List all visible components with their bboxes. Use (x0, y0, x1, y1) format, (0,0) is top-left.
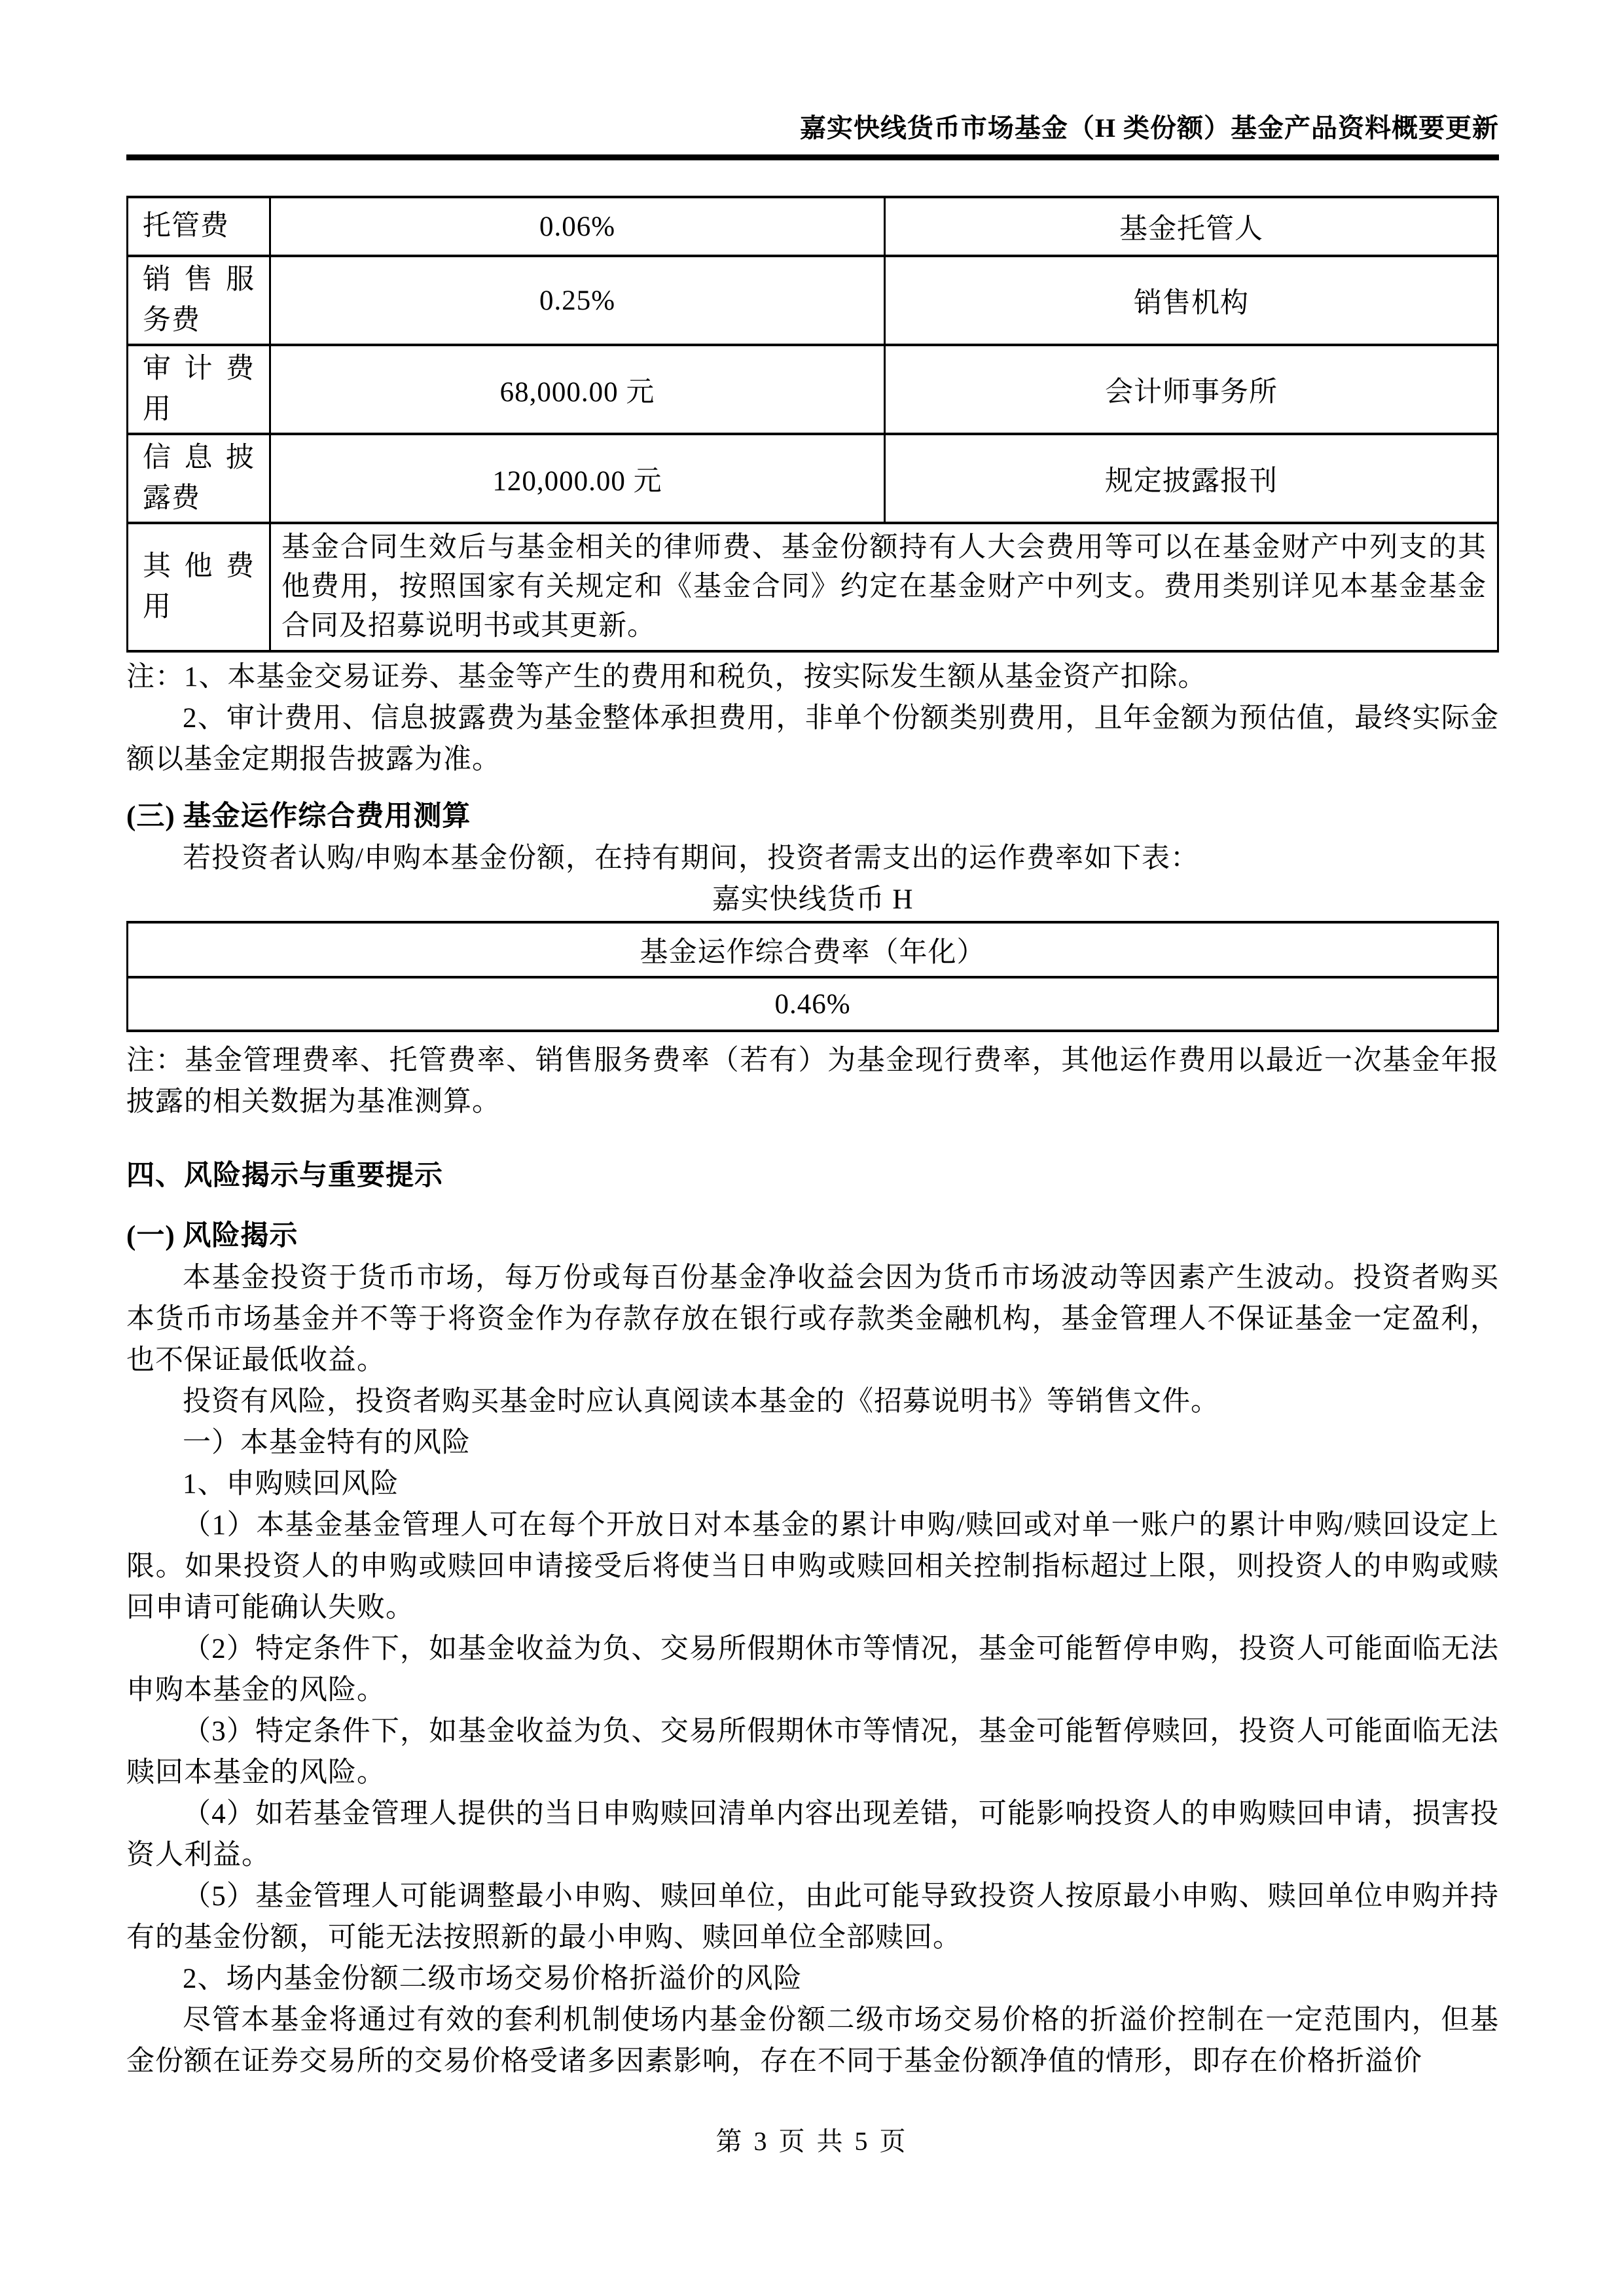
rate-table-note (126, 1040, 1499, 1122)
fee-table (126, 196, 1499, 653)
fee-note-line: 注：1、本基金交易证券、基金等产生的费用和税负，按实际发生额从基金资产扣除。 (126, 662, 1207, 692)
risk-paragraph: 投资有风险，投资者购买基金时应认真阅读本基金的《招募说明书》等销售文件。 (183, 1386, 1219, 1417)
fee-description-cell: 基金合同生效后与基金相关的律师费、基金份额持有人大会费用等可以在基金财产中列支的其他费用，按照国家有关规定和《基金合同》约定在基金财产中列支。费用类别详见本基金基金合同及招募说明书或其更新。 (270, 523, 1498, 651)
table-row (128, 345, 1498, 434)
page-header-title: 嘉实快线货币市场基金（H 类份额）基金产品资料概要更新 (799, 113, 1499, 143)
risk-subheading: (一) 风险揭示 (126, 1221, 298, 1251)
table-row (128, 197, 1498, 256)
table-row (128, 523, 1498, 651)
fee-value-cell: 0.25% (270, 256, 885, 345)
risk-paragraph: 2、场内基金份额二级市场交易价格折溢价的风险 (183, 1964, 803, 1994)
section3-heading: (三) 基金运作综合费用测算 (126, 801, 471, 832)
risk-paragraph: （4）如若基金管理人提供的当日申购赎回清单内容出现差错，可能影响投资人的申购赎回申请，损害投资人利益。 (126, 1799, 1499, 1871)
table-row (128, 922, 1498, 977)
risk-paragraph: （2）特定条件下，如基金收益为负、交易所假期休市等情况，基金可能暂停申购，投资人可能面临无法申购本基金的风险。 (126, 1634, 1499, 1706)
risk-paragraph: 本基金投资于货币市场，每万份或每百份基金净收益会因为货币市场波动等因素产生波动。投资者购买本货币市场基金并不等于将资金作为存款存放在银行或存款类金融机构，基金管理人不保证基金一定盈利，也不保证最低收益。 (126, 1263, 1499, 1376)
risk-paragraph: 一）本基金特有的风险 (183, 1427, 471, 1458)
table-row (128, 256, 1498, 345)
fee-label-cell: 信息披露费 (128, 434, 270, 523)
table-row (128, 434, 1498, 523)
risk-paragraph: （5）基金管理人可能调整最小申购、赎回单位，由此可能导致投资人按原最小申购、赎回单位申购并持有的基金份额，可能无法按照新的最小申购、赎回单位全部赎回。 (126, 1881, 1499, 1953)
fee-label-cell: 托管费 (128, 197, 270, 256)
fee-payee-cell: 规定披露报刊 (885, 434, 1498, 523)
fee-payee-cell: 基金托管人 (885, 197, 1498, 256)
rate-table-caption: 嘉实快线货币 H (712, 884, 914, 915)
page-number: 第 3 页 共 5 页 (715, 2126, 909, 2156)
fee-value-cell: 0.06% (270, 197, 885, 256)
fee-value-cell: 120,000.00 元 (270, 434, 885, 523)
rate-note-line: 注：基金管理费率、托管费率、销售服务费率（若有）为基金现行费率，其他运作费用以最近一次基金年报披露的相关数据为基准测算。 (126, 1045, 1499, 1117)
risk-paragraph: （3）特定条件下，如基金收益为负、交易所假期休市等情况，基金可能暂停赎回，投资人可能面临无法赎回本基金的风险。 (126, 1716, 1499, 1788)
fee-label-cell: 销售服务费 (128, 256, 270, 345)
risk-paragraph: （1）本基金基金管理人可在每个开放日对本基金的累计申购/赎回或对单一账户的累计申购/赎回设定上限。如果投资人的申购或赎回申请接受后将使当日申购或赎回相关控制指标超过上限，则投资人的申购或赎回申请可能确认失败。 (126, 1510, 1499, 1623)
fee-payee-cell: 销售机构 (885, 256, 1498, 345)
fee-value-cell: 68,000.00 元 (270, 345, 885, 434)
header-divider (126, 154, 1499, 160)
table-row (128, 977, 1498, 1031)
risk-paragraph: 尽管本基金将通过有效的套利机制使场内基金份额二级市场交易价格的折溢价控制在一定范围内，但基金份额在证券交易所的交易价格受诸多因素影响，存在不同于基金份额净值的情形，即存在价格折溢价 (126, 2005, 1499, 2077)
fee-payee-cell: 会计师事务所 (885, 345, 1498, 434)
rate-header-cell: 基金运作综合费率（年化） (128, 922, 1498, 977)
section4-heading: 四、风险揭示与重要提示 (126, 1160, 443, 1191)
rate-table (126, 921, 1499, 1032)
fee-label-cell: 审计费用 (128, 345, 270, 434)
section3-intro (126, 838, 1499, 879)
risk-paragraph: 1、申购赎回风险 (183, 1469, 399, 1499)
page-content (126, 0, 1499, 2082)
fee-label-cell: 其他费用 (128, 523, 270, 651)
fee-note-line: 2、审计费用、信息披露费为基金整体承担费用，非单个份额类别费用，且年金额为预估值，最终实际金额以基金定期报告披露为准。 (126, 703, 1499, 775)
risk-paragraphs (126, 1257, 1499, 2082)
rate-value-cell: 0.46% (128, 977, 1498, 1031)
section3-intro-line: 若投资者认购/申购本基金份额，在持有期间，投资者需支出的运作费率如下表： (183, 843, 1199, 874)
fee-table-notes (126, 656, 1499, 780)
